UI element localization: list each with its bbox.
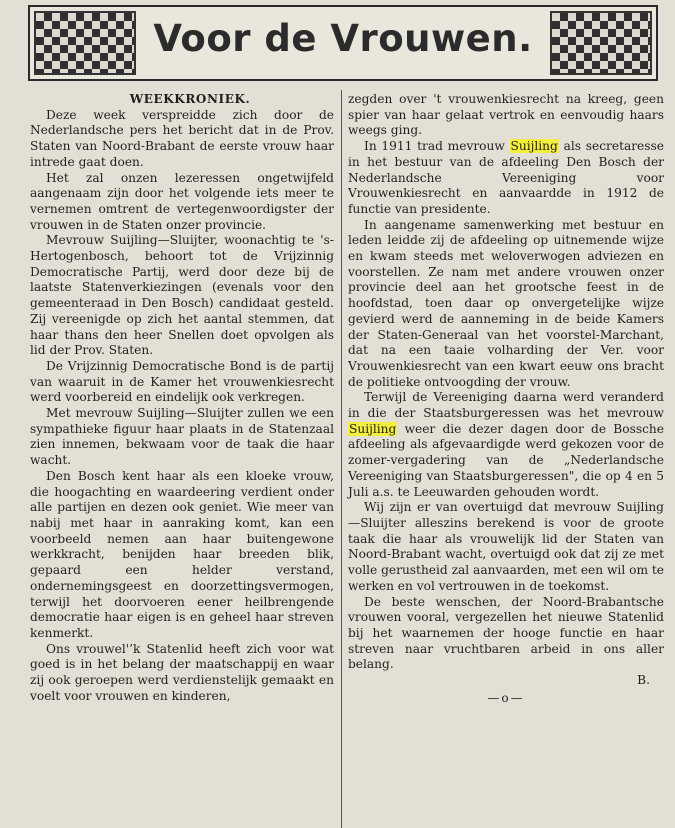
paragraph: Mevrouw Suijling—Sluijter, woonachtig te 's-Hertogenbosch, behoort tot de Vrijzinnig Democratische Partij, werd door deze bij de laatste Statenverkiezingen (evenals voor den gemeenteraad in Den Bosch) candidaat gesteld. Zij vereenigde op zich het aantal stemmen, dat haar thans den heer Snellen doet opvolgen als lid der Prov. Staten. bbox=[30, 233, 334, 358]
paragraph bbox=[348, 390, 664, 500]
text-run: In 1911 trad mevrouw bbox=[364, 139, 510, 154]
paragraph: In aangename samenwerking met bestuur en leden leidde zij de afdeeling op uitnemende wijze en kwam steeds met weloverwogen adviezen en voorstellen. Ze nam met andere vrouwen onzer provincie deel aan het grootsche feest in de hoofdstad, toen daar op onvergetelijke wijze gevierd werd de aanneming in de beide Kamers der Staten-Generaal van het voorstel-Marchant, dat na een taaie volharding der Ver. voor Vrouwenkiesrecht van een kwart eeuw ons bracht de politieke ontvoogding der vrouw. bbox=[348, 217, 664, 389]
paragraph: Deze week verspreidde zich door de Nederlandsche pers het bericht dat in de Prov. Staten van Noord-Brabant de eerste vrouw haar intrede gaat doen. bbox=[30, 107, 334, 169]
paragraph: De beste wenschen, der Noord-Brabantsche vrouwen vooral, vergezellen het nieuwe Statenlid bij het waarnemen der hooge functie en haar streven naar vruchtbaren arbeid in ons aller belang. bbox=[348, 594, 664, 672]
section-heading: WEEKKRONIEK. bbox=[129, 92, 251, 106]
left-column bbox=[30, 92, 334, 704]
signature: B. bbox=[637, 673, 650, 688]
paragraph: Met mevrouw Suijling—Sluijter zullen we een sympathieke figuur haar plaats in de Statenzaal zien innemen, bekwaam voor de taak die haar wacht. bbox=[30, 406, 334, 468]
paragraph: Den Bosch kent haar als een kloeke vrouw, die hoogachting en waardeering verdient onder alle partijen en dezen ook geniet. Wie meer van nabij met haar in aanraking komt, kan een voorbeeld nemen aan haar buitengewone werkkracht, benijden haar breeden blik, gepaard een helder verstand, ondernemingsgeest en doorzettingsvermogen, terwijl het doorvoeren eener heilbrengende democratie haar eigen is en geheel haar streven kenmerkt. bbox=[30, 468, 334, 640]
text-run: weer die dezer dagen door de Bossche afdeeling als afgevaardigde werd gekozen voor de zomer-vergadering van de „Nederlandsche Vereeniging van Staatsburgeressen", die op 4 en 5 Juli a.s. te Leeuwarden gehouden wordt. bbox=[348, 421, 664, 499]
text-run: als secretaresse in het bestuur van de afdeeling Den Bosch der Nederlandsche Vereeniging voor Vrouwenkiesrecht en aanvaardde in 1912 de functie van presidente. bbox=[348, 139, 664, 216]
page-title: Voor de Vrouwen. bbox=[153, 17, 533, 60]
highlighted-name: Suijling bbox=[510, 139, 558, 154]
paragraph: De Vrijzinnig Democratische Bond is de partij van waaruit in de Kamer het vrouwenkiesrecht werd voorbereid en eindelijk ook verkregen. bbox=[30, 358, 334, 405]
paragraph: Het zal onzen lezeressen ongetwijfeld aangenaam zijn door het volgende iets meer te vernemen omtrent de vertegenwoordigster der vrouwen in de Staten onzer provincie. bbox=[30, 170, 334, 232]
text-run: Terwijl de Vereeniging daarna werd veranderd in die der Staatsburgeressen was het mevrouw bbox=[348, 390, 664, 421]
checkered-ornament-left bbox=[34, 11, 136, 75]
column-divider bbox=[341, 90, 342, 828]
paragraph bbox=[348, 139, 664, 218]
highlighted-name: Suijling bbox=[349, 421, 397, 436]
paragraph: zegden over 't vrouwenkiesrecht na kreeg, geen spier van haar gelaat vertrok en eenvoudig haars weegs ging. bbox=[348, 92, 664, 138]
end-ornament: —o— bbox=[487, 690, 525, 705]
paragraph: Ons vrouwel'’k Statenlid heeft zich voor wat goed is in het belang der maatschappij en waar zij ook geroepen werd verdienstelijk gemaakt en voelt voor vrouwen en kinderen, bbox=[30, 641, 334, 703]
right-column bbox=[348, 92, 664, 706]
paragraph: Wij zijn er van overtuigd dat mevrouw Suijling—Sluijter alleszins berekend is voor de groote taak die haar als vrouwelijk lid der Staten van Noord-Brabant wacht, overtuigd ook dat zij ze met volle gerustheid zal aanvaarden, met een wil om te werken en vol vertrouwen in de toekomst. bbox=[348, 500, 664, 593]
masthead-banner bbox=[28, 5, 658, 81]
checkered-ornament-right bbox=[550, 11, 652, 75]
